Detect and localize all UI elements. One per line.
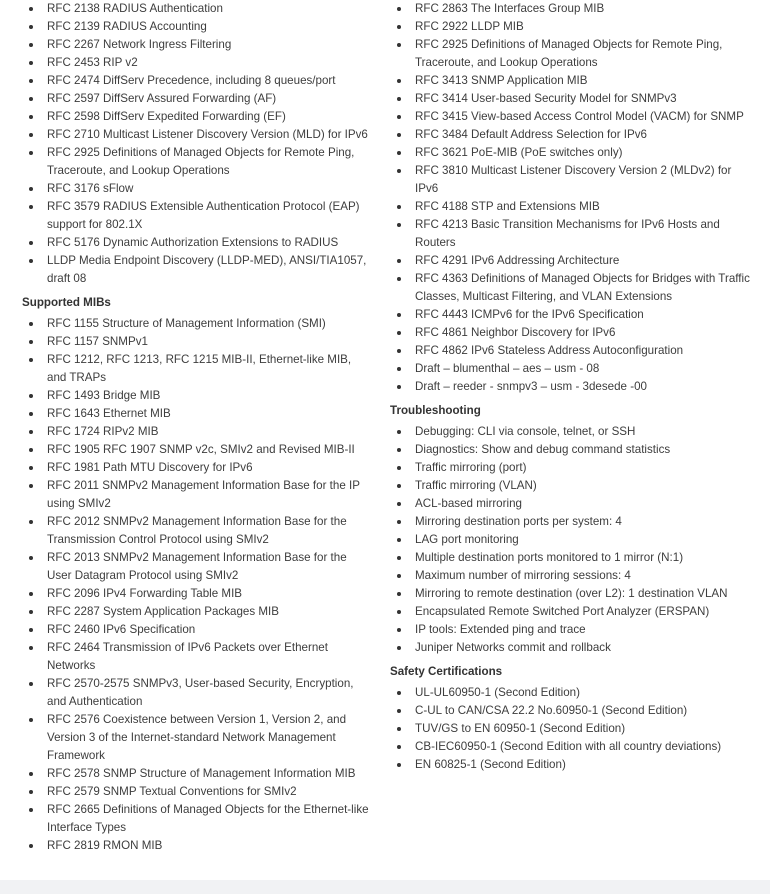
list-item: RFC 3413 SNMP Application MIB [415, 72, 750, 90]
list-item: LAG port monitoring [415, 531, 750, 549]
list-item: Mirroring to remote destination (over L2): 1 destination VLAN [415, 585, 750, 603]
list-item: RFC 3810 Multicast Listener Discovery Version 2 (MLDv2) for IPv6 [415, 162, 750, 198]
list-item: RFC 3414 User-based Security Model for SNMPv3 [415, 90, 750, 108]
list-item: RFC 4291 IPv6 Addressing Architecture [415, 252, 750, 270]
safety-certifications-heading: Safety Certifications [390, 665, 503, 678]
list-item: RFC 1157 SNMPv1 [47, 333, 372, 351]
list-item: RFC 1905 RFC 1907 SNMP v2c, SMIv2 and Revised MIB-II [47, 441, 372, 459]
safety-certifications-list [390, 684, 750, 774]
list-item: Multiple destination ports monitored to 1 mirror (N:1) [415, 549, 750, 567]
list-item: RFC 4363 Definitions of Managed Objects for Bridges with Traffic Classes, Multicast Filtering, and VLAN Extensions [415, 270, 750, 306]
list-item: RFC 2096 IPv4 Forwarding Table MIB [47, 585, 372, 603]
list-item: RFC 2925 Definitions of Managed Objects for Remote Ping, Traceroute, and Lookup Operations [47, 144, 372, 180]
list-item: RFC 2863 The Interfaces Group MIB [415, 0, 750, 18]
list-item: RFC 1643 Ethernet MIB [47, 405, 372, 423]
list-item: RFC 5176 Dynamic Authorization Extensions to RADIUS [47, 234, 372, 252]
list-item: RFC 2578 SNMP Structure of Management Information MIB [47, 765, 372, 783]
list-item: RFC 2922 LLDP MIB [415, 18, 750, 36]
list-item: RFC 2474 DiffServ Precedence, including 8 queues/port [47, 72, 372, 90]
list-item: RFC 2287 System Application Packages MIB [47, 603, 372, 621]
list-item: C-UL to CAN/CSA 22.2 No.60950-1 (Second Edition) [415, 702, 750, 720]
list-item: RFC 2925 Definitions of Managed Objects for Remote Ping, Traceroute, and Lookup Operations [415, 36, 750, 72]
list-item: RFC 2598 DiffServ Expedited Forwarding (EF) [47, 108, 372, 126]
list-item: Draft – blumenthal – aes – usm - 08 [415, 360, 750, 378]
supported-mibs-list [22, 315, 372, 855]
list-item: Diagnostics: Show and debug command statistics [415, 441, 750, 459]
left-column [22, 0, 372, 855]
list-item: RFC 1155 Structure of Management Information (SMI) [47, 315, 372, 333]
list-item: RFC 2013 SNMPv2 Management Information Base for the User Datagram Protocol using SMIv2 [47, 549, 372, 585]
list-item: RFC 4188 STP and Extensions MIB [415, 198, 750, 216]
list-item: EN 60825-1 (Second Edition) [415, 756, 750, 774]
list-item: RFC 1212, RFC 1213, RFC 1215 MIB-II, Ethernet-like MIB, and TRAPs [47, 351, 372, 387]
list-item: RFC 4443 ICMPv6 for the IPv6 Specification [415, 306, 750, 324]
protocol-standards-list [22, 0, 372, 288]
list-item: RFC 3484 Default Address Selection for IPv6 [415, 126, 750, 144]
list-item: RFC 2464 Transmission of IPv6 Packets over Ethernet Networks [47, 639, 372, 675]
list-item: RFC 2819 RMON MIB [47, 837, 372, 855]
list-item: RFC 2460 IPv6 Specification [47, 621, 372, 639]
list-item: RFC 2012 SNMPv2 Management Information Base for the Transmission Control Protocol using SMIv2 [47, 513, 372, 549]
list-item: ACL-based mirroring [415, 495, 750, 513]
list-item: RFC 4861 Neighbor Discovery for IPv6 [415, 324, 750, 342]
list-item: UL-UL60950-1 (Second Edition) [415, 684, 750, 702]
list-item: IP tools: Extended ping and trace [415, 621, 750, 639]
troubleshooting-list [390, 423, 750, 657]
supported-mibs-list-continued [390, 0, 750, 396]
list-item: Traffic mirroring (VLAN) [415, 477, 750, 495]
list-item: RFC 3579 RADIUS Extensible Authentication Protocol (EAP) support for 802.1X [47, 198, 372, 234]
list-item: RFC 1493 Bridge MIB [47, 387, 372, 405]
list-item: CB-IEC60950-1 (Second Edition with all country deviations) [415, 738, 750, 756]
list-item: RFC 2597 DiffServ Assured Forwarding (AF) [47, 90, 372, 108]
list-item: RFC 2453 RIP v2 [47, 54, 372, 72]
list-item: Traffic mirroring (port) [415, 459, 750, 477]
list-item: RFC 2710 Multicast Listener Discovery Version (MLD) for IPv6 [47, 126, 372, 144]
list-item: RFC 4213 Basic Transition Mechanisms for IPv6 Hosts and Routers [415, 216, 750, 252]
list-item: RFC 2665 Definitions of Managed Objects for the Ethernet-like Interface Types [47, 801, 372, 837]
list-item: RFC 2576 Coexistence between Version 1, Version 2, and Version 3 of the Internet-standard Network Management Framework [47, 711, 372, 765]
list-item: Draft – reeder - snmpv3 – usm - 3desede -00 [415, 378, 750, 396]
list-item: TUV/GS to EN 60950-1 (Second Edition) [415, 720, 750, 738]
list-item: RFC 2579 SNMP Textual Conventions for SMIv2 [47, 783, 372, 801]
list-item: RFC 2138 RADIUS Authentication [47, 0, 372, 18]
footer-strip [0, 880, 770, 894]
list-item: Juniper Networks commit and rollback [415, 639, 750, 657]
right-column [390, 0, 750, 774]
list-item: LLDP Media Endpoint Discovery (LLDP-MED), ANSI/TIA1057, draft 08 [47, 252, 372, 288]
list-item: RFC 2267 Network Ingress Filtering [47, 36, 372, 54]
list-item: Encapsulated Remote Switched Port Analyzer (ERSPAN) [415, 603, 750, 621]
list-item: RFC 3415 View-based Access Control Model (VACM) for SNMP [415, 108, 750, 126]
list-item: RFC 2011 SNMPv2 Management Information Base for the IP using SMIv2 [47, 477, 372, 513]
troubleshooting-heading: Troubleshooting [390, 404, 481, 417]
supported-mibs-heading: Supported MIBs [22, 296, 111, 309]
list-item: RFC 2570-2575 SNMPv3, User-based Security, Encryption, and Authentication [47, 675, 372, 711]
list-item: Debugging: CLI via console, telnet, or SSH [415, 423, 750, 441]
list-item: RFC 1724 RIPv2 MIB [47, 423, 372, 441]
list-item: RFC 2139 RADIUS Accounting [47, 18, 372, 36]
list-item: RFC 3176 sFlow [47, 180, 372, 198]
list-item: RFC 3621 PoE-MIB (PoE switches only) [415, 144, 750, 162]
list-item: RFC 1981 Path MTU Discovery for IPv6 [47, 459, 372, 477]
list-item: Mirroring destination ports per system: 4 [415, 513, 750, 531]
list-item: Maximum number of mirroring sessions: 4 [415, 567, 750, 585]
list-item: RFC 4862 IPv6 Stateless Address Autoconfiguration [415, 342, 750, 360]
